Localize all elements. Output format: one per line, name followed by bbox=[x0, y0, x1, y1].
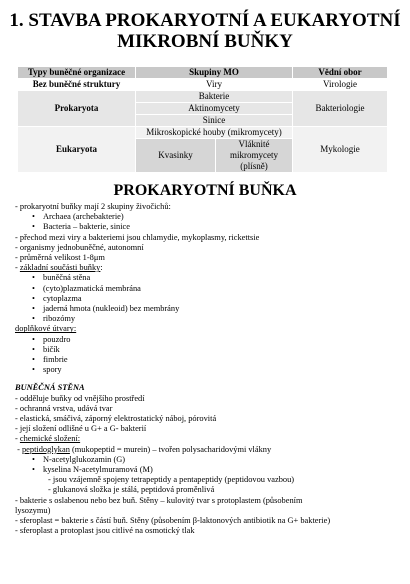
list-item bbox=[32, 335, 400, 345]
text-fragment: (mukopeptid = murein) – tvořen polysacharidovými vlákny bbox=[69, 444, 272, 454]
subsection-heading: BUNĚČNÁ STĚNA bbox=[15, 383, 85, 393]
list-item-label: N-acetylglukozamin (G) bbox=[43, 454, 126, 464]
text-line: - chemické složení: bbox=[15, 434, 81, 444]
list-item bbox=[32, 222, 400, 232]
cell-group-kvasinky: Kvasinky bbox=[136, 139, 216, 173]
list-item-label: jaderná hmota (nukleoid) bez membrány bbox=[43, 304, 180, 314]
bullet-icon: • bbox=[32, 222, 35, 232]
document-title bbox=[0, 0, 410, 52]
text-line: - odděluje buňky od vnějšího prostředí bbox=[15, 393, 145, 403]
list-item bbox=[32, 294, 400, 304]
bullet-icon: • bbox=[32, 314, 35, 324]
list-item-label: Bacteria – bakterie, sinice bbox=[43, 222, 130, 232]
text-line: - průměrná velikost 1-8μm bbox=[15, 253, 105, 263]
text-line: - organismy jednobuněčné, autonomní bbox=[15, 242, 144, 252]
bullet-icon: • bbox=[32, 273, 35, 283]
text-line: - její složení odlišné u G+ a G- bakterií bbox=[15, 424, 147, 434]
underlined-term: peptidoglykan bbox=[21, 444, 70, 454]
cell-group-sinice: Sinice bbox=[136, 115, 293, 127]
cell-group-viry: Viry bbox=[136, 79, 293, 91]
list-item-label: buněčná stěna bbox=[43, 273, 91, 283]
list-item bbox=[32, 304, 400, 314]
text-line: - základní součásti buňky: bbox=[15, 263, 103, 273]
text-line: - sferoplast a protoplast jsou citlivé na osmotický tlak bbox=[15, 526, 195, 536]
text-line: - ochranná vrstva, udává tvar bbox=[15, 403, 113, 413]
header-field: Vědní obor bbox=[293, 67, 388, 79]
cell-group-aktinomycety: Aktinomycety bbox=[136, 103, 293, 115]
text-line: - elastická, smáčivá, záporný elektrostatický náboj, pórovitá bbox=[15, 414, 217, 424]
cell-type-prokaryota: Prokaryota bbox=[18, 91, 136, 127]
text-line: - sferoplast = bakterie s částí buň. Stěny (působením β-laktonových antibiotik na G+ bakterie) bbox=[15, 516, 331, 526]
list-item-label: cytoplazma bbox=[43, 293, 82, 303]
bullet-icon: • bbox=[32, 465, 35, 475]
section-title: PROKARYOTNÍ BUŇKA bbox=[113, 182, 297, 199]
header-type: Typy buněčné organizace bbox=[18, 67, 136, 79]
organization-table bbox=[17, 66, 388, 173]
list-item bbox=[32, 455, 400, 465]
list-item bbox=[32, 465, 400, 475]
bullet-icon: • bbox=[32, 454, 35, 464]
cell-field-bakteriologie: Bakteriologie bbox=[293, 91, 388, 127]
list-item bbox=[32, 212, 400, 222]
list-item bbox=[32, 345, 400, 355]
bullet-icon: • bbox=[32, 212, 35, 222]
bullet-icon: • bbox=[32, 293, 35, 303]
list-item-label: ribozómy bbox=[43, 314, 76, 324]
bullet-icon: • bbox=[32, 344, 35, 354]
text-line: - peptidoglykan (mukopeptid = murein) – tvořen polysacharidovými vlákny bbox=[15, 444, 272, 454]
underlined-heading: doplňkové útvary: bbox=[15, 324, 77, 334]
bullet-icon: • bbox=[32, 365, 35, 375]
list-item-label: bičík bbox=[43, 344, 60, 354]
list-item-label: pouzdro bbox=[43, 334, 71, 344]
list-item bbox=[32, 355, 400, 365]
header-groups: Skupiny MO bbox=[136, 67, 293, 79]
body-text bbox=[15, 202, 400, 537]
list-item bbox=[32, 273, 400, 283]
underlined-label: základní součásti buňky bbox=[19, 263, 101, 273]
cell-field-mykologie: Mykologie bbox=[293, 127, 388, 173]
list-item bbox=[32, 284, 400, 294]
cell-field-virologie: Virologie bbox=[293, 79, 388, 91]
bullet-icon: • bbox=[32, 283, 35, 293]
text-line: - jsou vzájemně spojeny tetrapeptidy a pentapeptidy (peptidovou vazbou) bbox=[48, 475, 295, 485]
text-line: - přechod mezi viry a bakteriemi jsou chlamydie, mykoplasmy, rickettsie bbox=[15, 232, 260, 242]
cell-group-plisne: Vláknité mikromycety (plísně) bbox=[216, 139, 293, 173]
text-line: - bakterie s oslabenou nebo bez buň. Stěny – kulovitý tvar s protoplastem (působením bbox=[15, 495, 303, 505]
text-line: lysozymu) bbox=[15, 505, 51, 515]
list-item-label: Archaea (archebakterie) bbox=[43, 212, 124, 222]
list-item-label: (cyto)plazmatická membrána bbox=[43, 283, 141, 293]
cell-type-bez: Bez buněčné struktury bbox=[18, 79, 136, 91]
cell-group-bakterie: Bakterie bbox=[136, 91, 293, 103]
list-item-label: fimbrie bbox=[43, 355, 68, 365]
text-line: - glukanová složka je stálá, peptidová proměnlivá bbox=[48, 485, 215, 495]
cell-group-mikromycety: Mikroskopické houby (mikromycety) bbox=[136, 127, 293, 139]
list-item-label: spory bbox=[43, 365, 62, 375]
underlined-label: chemické složení: bbox=[19, 434, 81, 444]
bullet-icon: • bbox=[32, 355, 35, 365]
cell-type-eukaryota: Eukaryota bbox=[18, 127, 136, 173]
list-item bbox=[32, 365, 400, 375]
list-item bbox=[32, 314, 400, 324]
bullet-icon: • bbox=[32, 304, 35, 314]
title-line-1: 1. STAVBA PROKARYOTNÍ A EUKARYOTNÍ bbox=[9, 10, 401, 31]
bullet-icon: • bbox=[32, 334, 35, 344]
title-line-2: MIKROBNÍ BUŇKY bbox=[117, 31, 293, 52]
list-item-label: kyselina N-acetylmuramová (M) bbox=[43, 465, 153, 475]
text-line: - prokaryotní buňky mají 2 skupiny živočichů: bbox=[15, 202, 171, 211]
